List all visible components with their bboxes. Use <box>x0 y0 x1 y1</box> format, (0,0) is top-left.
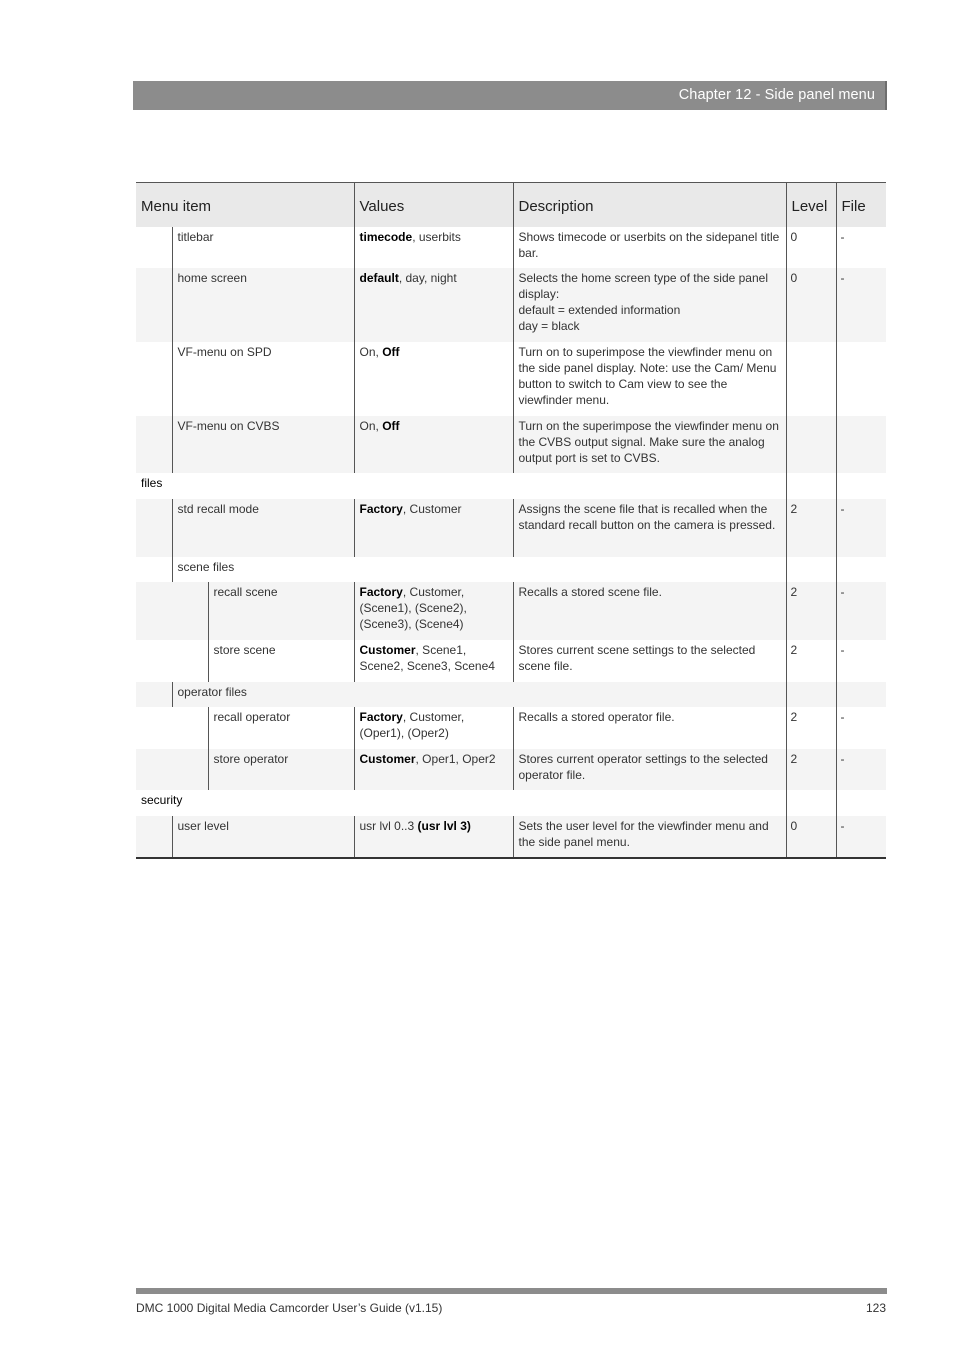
values-cell <box>354 749 513 790</box>
default-value: timecode <box>359 229 413 244</box>
table-row <box>136 268 886 342</box>
description-cell: Shows timecode or userbits on the sidepanel title bar. <box>513 227 786 268</box>
level-cell: 2 <box>786 582 836 640</box>
description-line: day = black <box>518 318 580 333</box>
other-values: On, <box>359 344 383 359</box>
description-line: Selects the home screen type of the side panel display: <box>518 270 768 301</box>
header-description: Description <box>513 183 786 227</box>
footer-rule <box>136 1288 887 1294</box>
other-values: , Customer <box>402 501 462 516</box>
menu-item-cell: user level <box>172 816 354 858</box>
header-level: Level <box>786 183 836 227</box>
file-cell <box>836 416 886 473</box>
section-title-security: security <box>141 792 183 807</box>
description-cell: Recalls a stored scene file. <box>513 582 786 640</box>
file-cell: - <box>836 227 886 268</box>
menu-item-cell: recall scene <box>208 582 354 640</box>
chapter-title: Chapter 12 - Side panel menu <box>678 87 875 103</box>
subsection-title-scene-files: scene files <box>172 557 513 582</box>
footer-page-number: 123 <box>865 1301 886 1315</box>
file-cell <box>836 342 886 416</box>
file-cell: - <box>836 268 886 342</box>
values-cell <box>354 268 513 342</box>
section-row <box>136 473 886 499</box>
description-cell: Turn on to superimpose the viewfinder menu on the side panel display. Note: use the Cam/ Menu button to switch to Cam view to see the viewfinder menu. <box>513 342 786 416</box>
menu-item-cell: VF-menu on CVBS <box>172 416 354 473</box>
menu-item-cell: home screen <box>172 268 354 342</box>
description-cell <box>513 268 786 342</box>
default-value: (usr lvl 3) <box>417 818 471 833</box>
section-row <box>136 790 886 816</box>
values-cell <box>354 640 513 682</box>
subsection-row <box>136 682 886 707</box>
description-cell: Assigns the scene file that is recalled when the standard recall button on the camera is pressed. <box>513 499 786 557</box>
level-cell: 2 <box>786 499 836 557</box>
table-header-row <box>136 183 886 227</box>
values-cell <box>354 342 513 416</box>
level-cell: 0 <box>786 268 836 342</box>
level-cell: 0 <box>786 227 836 268</box>
values-cell <box>354 707 513 749</box>
values-cell <box>354 227 513 268</box>
other-values: On, <box>359 418 383 433</box>
values-cell <box>354 582 513 640</box>
table-row <box>136 707 886 749</box>
menu-item-cell: store scene <box>208 640 354 682</box>
default-value: Factory <box>359 584 403 599</box>
level-cell <box>786 416 836 473</box>
default-value: Customer <box>359 751 416 766</box>
level-cell: 0 <box>786 816 836 858</box>
default-value: Off <box>382 418 400 433</box>
level-cell: 2 <box>786 640 836 682</box>
menu-item-cell: recall operator <box>208 707 354 749</box>
header-file: File <box>836 183 886 227</box>
other-values: , Customer, (Oper1), (Oper2) <box>359 709 465 740</box>
level-cell: 2 <box>786 707 836 749</box>
side-panel-menu-table <box>136 182 886 859</box>
menu-item-cell: titlebar <box>172 227 354 268</box>
default-value: Factory <box>359 501 403 516</box>
menu-item-cell: std recall mode <box>172 499 354 557</box>
chapter-header-bar <box>133 81 887 110</box>
subsection-row <box>136 557 886 582</box>
default-value: default <box>359 270 399 285</box>
description-cell: Stores current scene settings to the selected scene file. <box>513 640 786 682</box>
other-values: , userbits <box>412 229 461 244</box>
values-cell <box>354 416 513 473</box>
other-values: , Scene1, Scene2, Scene3, Scene4 <box>359 642 495 673</box>
other-values: , Customer, (Scene1), (Scene2), (Scene3), (Scene4) <box>359 584 467 631</box>
other-values: , day, night <box>398 270 457 285</box>
default-value: Customer <box>359 642 416 657</box>
values-cell <box>354 499 513 557</box>
level-cell <box>786 342 836 416</box>
default-value: Off <box>382 344 400 359</box>
section-title-files: files <box>141 475 163 490</box>
other-values: , Oper1, Oper2 <box>415 751 496 766</box>
footer-guide-title: DMC 1000 Digital Media Camcorder User’s Guide (v1.15) <box>136 1301 443 1315</box>
table-row <box>136 342 886 416</box>
table-row <box>136 499 886 557</box>
subsection-title-operator-files: operator files <box>172 682 513 707</box>
table-row <box>136 416 886 473</box>
file-cell: - <box>836 582 886 640</box>
table-row <box>136 816 886 858</box>
file-cell: - <box>836 640 886 682</box>
description-line: default = extended information <box>518 302 681 317</box>
file-cell: - <box>836 707 886 749</box>
table-row <box>136 640 886 682</box>
table-row <box>136 582 886 640</box>
default-value: Factory <box>359 709 403 724</box>
file-cell: - <box>836 749 886 790</box>
other-values: usr lvl 0..3 <box>359 818 418 833</box>
menu-item-cell: VF-menu on SPD <box>172 342 354 416</box>
description-cell: Stores current operator settings to the selected operator file. <box>513 749 786 790</box>
file-cell: - <box>836 499 886 557</box>
table-row <box>136 749 886 790</box>
description-cell: Turn on the superimpose the viewfinder menu on the CVBS output signal. Make sure the analog output port is set to CVBS. <box>513 416 786 473</box>
file-cell: - <box>836 816 886 858</box>
level-cell: 2 <box>786 749 836 790</box>
description-cell: Recalls a stored operator file. <box>513 707 786 749</box>
header-menu-item: Menu item <box>136 183 354 227</box>
table-row <box>136 227 886 268</box>
menu-item-cell: store operator <box>208 749 354 790</box>
values-cell <box>354 816 513 858</box>
description-cell: Sets the user level for the viewfinder menu and the side panel menu. <box>513 816 786 858</box>
header-values: Values <box>354 183 513 227</box>
